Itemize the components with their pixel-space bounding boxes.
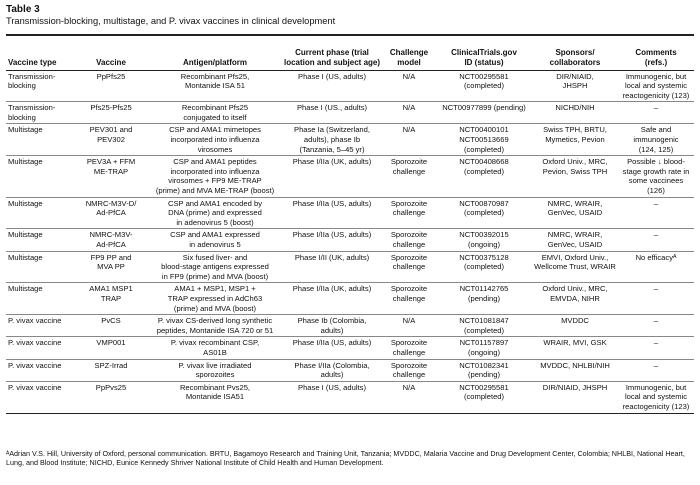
column-header: ClinicalTrials.gov ID (status): [451, 47, 517, 67]
table-cell: No efficacyᴬ: [635, 252, 677, 262]
table-cell: NCT00408668 (completed): [459, 157, 509, 176]
table-cell: P. vivax vaccine: [8, 338, 62, 348]
table-cell: CSP and AMA1 peptides incorporated into influenza virosomes + FP9 ME-TRAP (prime) and MVA ME-TRAP (boost): [155, 157, 275, 196]
table-row: [6, 359, 694, 381]
table-cell: NCT00295581 (completed): [459, 382, 509, 402]
table-cell: Sporozoite challenge: [390, 252, 428, 272]
table-cell: Phase I/IIa (US, adults): [292, 338, 372, 348]
table-cell: EMVI, Oxford Univ., Wellcome Trust, WRAIR: [534, 252, 616, 272]
table-row: [6, 251, 694, 283]
column-header: Current phase (trial location and subject age): [284, 47, 381, 67]
table-cell: CSP and AMA1 encoded by DNA (prime) and expressed in adenovirus 5 (boost): [167, 198, 262, 227]
header-row: [6, 44, 694, 70]
table-cell: NCT01082341 (pending): [459, 360, 509, 380]
table-cell: Phase I (US., adults): [296, 103, 368, 113]
table-cell: VMP001: [96, 338, 126, 348]
table-cell: NCT01081847 (completed): [459, 316, 509, 335]
table-cell: Immunogenic, but local and systemic reactogenicity (123): [622, 71, 690, 100]
table-cell: Multistage: [8, 198, 43, 208]
table-cell: –: [653, 198, 659, 208]
column-header: Sponsors/ collaborators: [549, 47, 601, 67]
table-cell: NCT00375128 (completed): [459, 252, 509, 272]
table-cell: DIR/NIAID, JHSPH: [556, 71, 594, 91]
column-header: Vaccine: [96, 57, 126, 67]
table-cell: Immunogenic, but local and systemic reactogenicity (123): [622, 382, 690, 411]
column-header: Antigen/platform: [183, 57, 247, 67]
table-cell: NMRC-M3V-D/ Ad-PfCA: [85, 198, 137, 218]
table-cell: CSP and AMA1 mimetopes incorporated into influenza virosomes: [169, 125, 261, 154]
table-body: [6, 70, 694, 413]
table-cell: P. vivax CS-derived long synthetic peptides, Montanide ISA 720 or 51: [156, 316, 274, 335]
column-header: Vaccine type: [8, 57, 57, 67]
table-row: [6, 102, 694, 124]
table-cell: NMRC-M3V- Ad-PfCA: [89, 230, 133, 249]
table-cell: NMRC, WRAIR, GenVec, USAID: [547, 198, 603, 218]
table-cell: Sporozoite challenge: [390, 360, 428, 380]
table-cell: Safe and immunogenic (124, 125): [633, 125, 679, 154]
table-cell: P. vivax vaccine: [8, 316, 62, 326]
table-cell: –: [653, 284, 659, 294]
table-cell: Six fused liver- and blood-stage antigens expressed in FP9 (prime) and MVA (boost): [161, 252, 269, 281]
table-cell: Phase I/IIa (UK, adults): [292, 284, 372, 294]
table-cell: Oxford Univ., MRC, EMVDA, NIHR: [542, 284, 608, 303]
table-cell: PvCS: [101, 316, 121, 326]
table-cell: Sporozoite challenge: [390, 157, 428, 176]
table-cell: Multistage: [8, 125, 43, 135]
table-cell: PEV3A + FFM ME-TRAP: [86, 157, 136, 176]
table-cell: Sporozoite challenge: [390, 230, 428, 249]
table-cell: Phase I/II (UK, adults): [294, 252, 370, 262]
table-cell: N/A: [402, 316, 416, 326]
table-cell: Pfs25-Pfs25: [90, 103, 132, 113]
table-cell: P. vivax recombinant CSP, AS01B: [170, 338, 260, 357]
table-cell: Phase I/IIa (Colombia, adults): [294, 360, 370, 380]
table-cell: NCT00295581 (completed): [459, 71, 509, 91]
table-row: [6, 70, 694, 102]
table-cell: Phase I/IIa (US, adults): [292, 230, 372, 240]
table-row: [6, 229, 694, 251]
column-header: Comments (refs.): [635, 47, 677, 67]
table-row: [6, 381, 694, 413]
table-cell: AMA1 + MSP1, MSP1 + TRAP expressed in AdCh63 (prime) and MVA (boost): [167, 284, 263, 313]
table-cell: NCT00400101 NCT00513669 (completed): [459, 125, 509, 154]
table-cell: P. vivax vaccine: [8, 360, 62, 370]
table-cell: –: [653, 230, 659, 240]
table-cell: Oxford Univ., MRC, Pevion, Swiss TPH: [542, 157, 608, 176]
table-cell: –: [653, 360, 659, 370]
table-cell: Transmission- blocking: [8, 103, 56, 122]
table-cell: NICHD/NIH: [555, 103, 595, 113]
column-header: Challenge model: [389, 47, 429, 67]
table-cell: N/A: [402, 103, 416, 113]
table-cell: Phase I (US, adults): [298, 382, 366, 392]
top-rule: [6, 34, 694, 36]
table-row: [6, 283, 694, 315]
table-cell: PpPfs25: [96, 71, 126, 81]
table-cell: Swiss TPH, BRTU, Mymetics, Pevion: [543, 125, 607, 145]
table-cell: SPZ-Irrad: [94, 360, 128, 370]
table-cell: MVDDC, NHLBI/NIH: [540, 360, 610, 370]
table-cell: P. vivax live irradiated sporozoites: [178, 360, 252, 380]
table-cell: NCT01142765 (pending): [459, 284, 509, 303]
table-footnote: ᴬAdrian V.S. Hill, University of Oxford, personal communication. BRTU, Bagamoyo Research and Training Unit, Tanzania; MVDDC, Malaria Vaccine and Drug Development Center, Colombia; NHLBI, National Heart, Lung, and Blood Institute; NICHD, Eunice Kennedy Shriver National Institute of Child Health and Human Development.: [6, 449, 685, 468]
table-cell: NCT00977899 (pending): [442, 103, 526, 113]
table-cell: Phase Ia (Switzerland, adults), phase Ib (Tanzania, 5–45 yr): [294, 125, 370, 154]
table-cell: Phase I (US, adults): [298, 71, 366, 81]
table-row: [6, 124, 694, 156]
table-cell: P. vivax vaccine: [8, 382, 62, 392]
table-row: [6, 156, 694, 197]
table-title: Table 3: [6, 4, 40, 15]
table-cell: Sporozoite challenge: [390, 284, 428, 303]
table-cell: Phase Ib (Colombia, adults): [297, 316, 367, 335]
table-cell: N/A: [402, 71, 416, 81]
table-cell: DIR/NIAID, JHSPH: [542, 382, 608, 392]
table-row: [6, 197, 694, 229]
table-row: [6, 315, 694, 337]
table-cell: Sporozoite challenge: [390, 198, 428, 218]
table-cell: Sporozoite challenge: [390, 338, 428, 357]
table-cell: Recombinant Pvs25, Montanide ISA51: [179, 382, 251, 402]
table-cell: N/A: [402, 125, 416, 135]
table-cell: –: [653, 316, 659, 326]
table-cell: PEV301 and PEV302: [89, 125, 133, 145]
table-cell: MVDDC: [561, 316, 589, 326]
table-cell: Possible ↓ blood- stage growth rate in some vaccinees (126): [622, 157, 690, 196]
table-cell: N/A: [402, 382, 416, 392]
table-cell: FP9 PP and MVA PP: [90, 252, 132, 272]
table-cell: AMA1 MSP1 TRAP: [89, 284, 133, 303]
table-cell: NCT00870987 (completed): [459, 198, 509, 218]
table-cell: NCT01157897 (ongoing): [459, 338, 509, 357]
table-cell: Multistage: [8, 284, 43, 294]
table-cell: Multistage: [8, 230, 43, 240]
table-cell: Phase I/IIa (US, adults): [292, 198, 372, 208]
table-cell: –: [653, 338, 659, 348]
table-cell: PpPvs25: [95, 382, 127, 392]
table-cell: Phase I/IIa (UK, adults): [292, 157, 372, 167]
table-cell: Multistage: [8, 252, 43, 262]
table-cell: WRAIR, MVI, GSK: [543, 338, 607, 348]
table-cell: Recombinant Pfs25, Montanide ISA 51: [180, 71, 250, 91]
table-caption: Transmission-blocking, multistage, and P. vivax vaccines in clinical development: [6, 16, 336, 26]
table-cell: Recombinant Pfs25 conjugated to itself: [181, 103, 249, 122]
table-cell: –: [653, 103, 659, 113]
table-cell: NCT00392015 (ongoing): [459, 230, 509, 249]
table-cell: CSP and AMA1 expressed in adenovirus 5: [170, 230, 260, 249]
table-cell: NMRC, WRAIR, GenVec, USAID: [547, 230, 603, 249]
table-row: [6, 337, 694, 359]
table-cell: Multistage: [8, 157, 43, 167]
table-cell: Transmission- blocking: [8, 71, 56, 91]
vaccine-table: [6, 44, 694, 414]
